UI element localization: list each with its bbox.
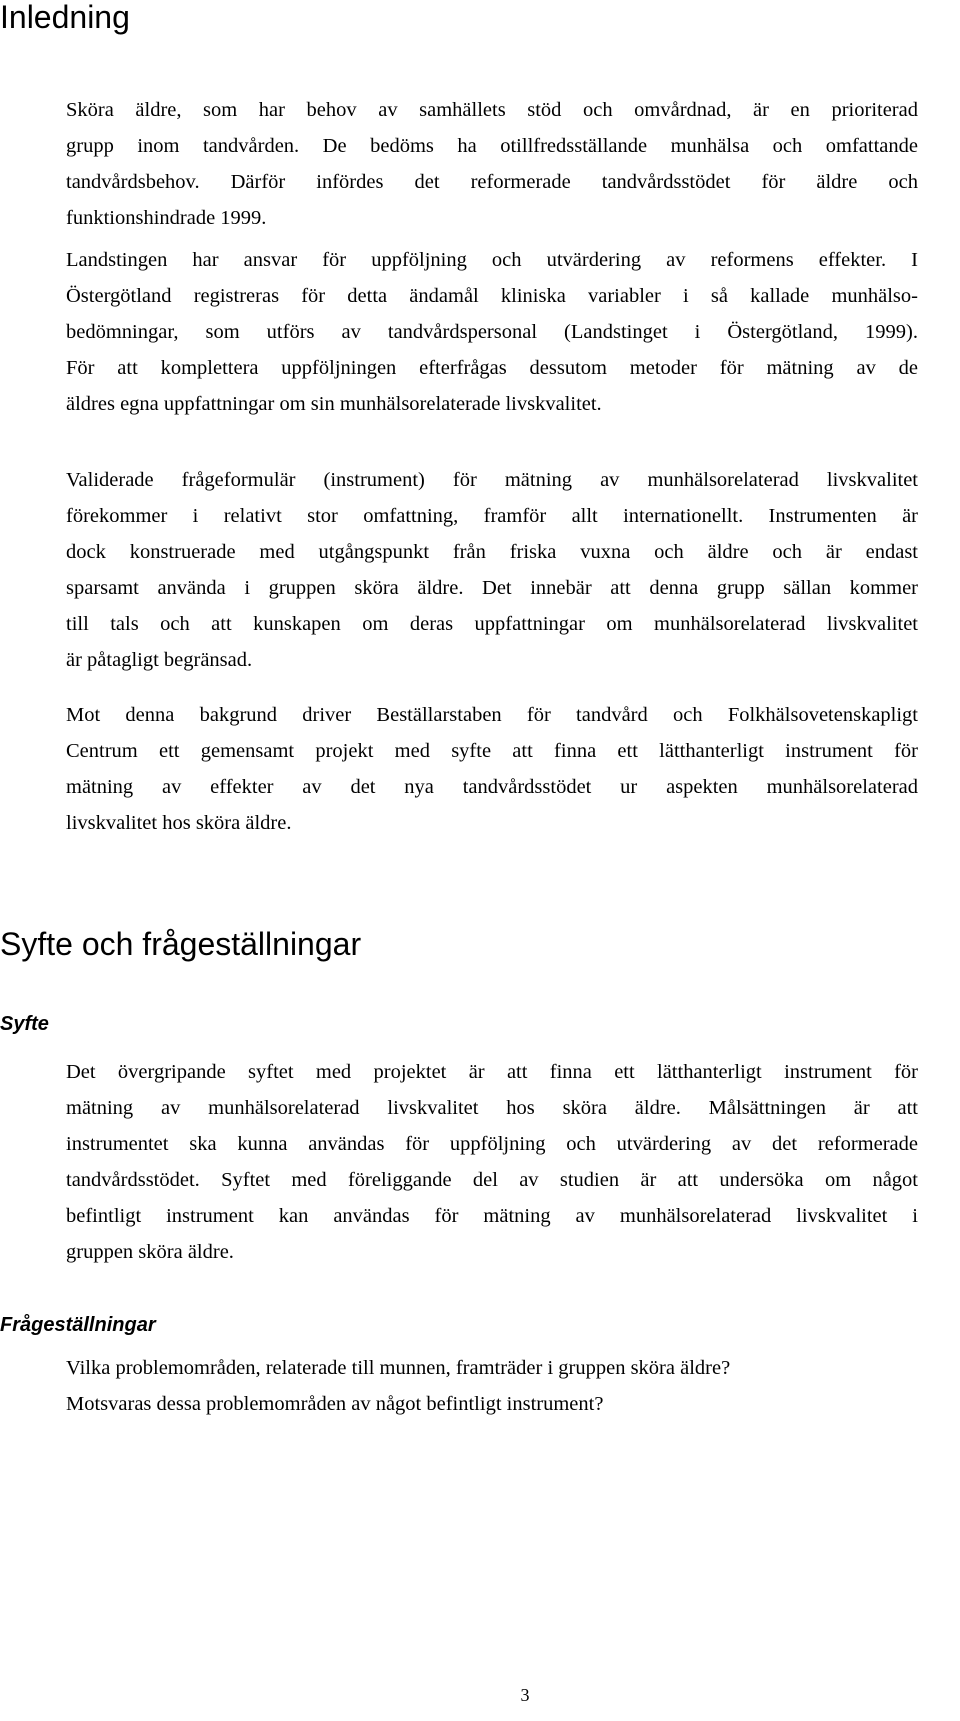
text-line: Östergötland registreras för detta ändamål kliniska variabler i så kallade munhälso-: [66, 285, 918, 307]
text-line: livskvalitet hos sköra äldre.: [66, 812, 292, 834]
text-line: tandvårdsbehov. Därför infördes det reformerade tandvårdsstödet för äldre och: [66, 171, 918, 193]
text-line: Validerade frågeformulär (instrument) för mätning av munhälsorelaterad livskvalitet: [66, 469, 918, 491]
text-line: äldres egna uppfattningar om sin munhälsorelaterade livskvalitet.: [66, 393, 602, 415]
paragraph-syfte: [66, 1054, 918, 1270]
text-line: Centrum ett gemensamt projekt med syfte att finna ett lätthanterligt instrument för: [66, 740, 918, 762]
text-line: Mot denna bakgrund driver Beställarstaben för tandvård och Folkhälsovetenskapligt: [66, 704, 918, 726]
text-line: Landstingen har ansvar för uppföljning och utvärdering av reformens effekter. I: [66, 249, 918, 271]
text-line: förekommer i relativt stor omfattning, framför allt internationellt. Instrumenten är: [66, 505, 918, 527]
text-line: gruppen sköra äldre.: [66, 1241, 234, 1263]
heading-syfte-och-fragestallningar: Syfte och frågeställningar: [0, 926, 362, 962]
text-line: För att komplettera uppföljningen efterfrågas dessutom metoder för mätning av de: [66, 357, 918, 379]
text-line: är påtagligt begränsad.: [66, 649, 253, 671]
text-line: bedömningar, som utförs av tandvårdspersonal (Landstinget i Östergötland, 1999).: [66, 321, 918, 343]
subheading-fragestallningar: Frågeställningar: [0, 1314, 156, 1336]
text-line: befintligt instrument kan användas för mätning av munhälsorelaterad livskvalitet i: [66, 1205, 918, 1227]
text-line: sparsamt använda i gruppen sköra äldre. Det innebär att denna grupp sällan kommer: [66, 577, 918, 599]
text-line: mätning av effekter av det nya tandvårdsstödet ur aspekten munhälsorelaterad: [66, 776, 918, 798]
paragraph-inledning-1: [66, 92, 918, 236]
subheading-syfte: Syfte: [0, 1013, 49, 1035]
text-line: mätning av munhälsorelaterad livskvalitet hos sköra äldre. Målsättningen är att: [66, 1097, 918, 1119]
paragraph-inledning-2: [66, 242, 918, 422]
page-number: 3: [520, 1685, 530, 1705]
paragraph-fragestallningar: [66, 1350, 918, 1422]
text-line: Vilka problemområden, relaterade till munnen, framträder i gruppen sköra äldre?: [66, 1357, 731, 1379]
text-line: Det övergripande syftet med projektet är att finna ett lätthanterligt instrument för: [66, 1061, 918, 1083]
text-line: Sköra äldre, som har behov av samhällets stöd och omvårdnad, är en prioriterad: [66, 99, 918, 121]
text-line: tandvårdsstödet. Syftet med föreliggande del av studien är att undersöka om något: [66, 1169, 918, 1191]
heading-inledning: Inledning: [0, 0, 130, 35]
text-line: funktionshindrade 1999.: [66, 207, 267, 229]
text-line: till tals och att kunskapen om deras uppfattningar om munhälsorelaterad livskvalitet: [66, 613, 918, 635]
paragraph-inledning-4: [66, 697, 918, 841]
text-line: grupp inom tandvården. De bedöms ha otillfredsställande munhälsa och omfattande: [66, 135, 918, 157]
text-line: instrumentet ska kunna användas för uppföljning och utvärdering av det reformerade: [66, 1133, 918, 1155]
paragraph-inledning-3: [66, 462, 918, 678]
text-line: Motsvaras dessa problemområden av något befintligt instrument?: [66, 1393, 604, 1415]
text-line: dock konstruerade med utgångspunkt från friska vuxna och äldre och är endast: [66, 541, 918, 563]
